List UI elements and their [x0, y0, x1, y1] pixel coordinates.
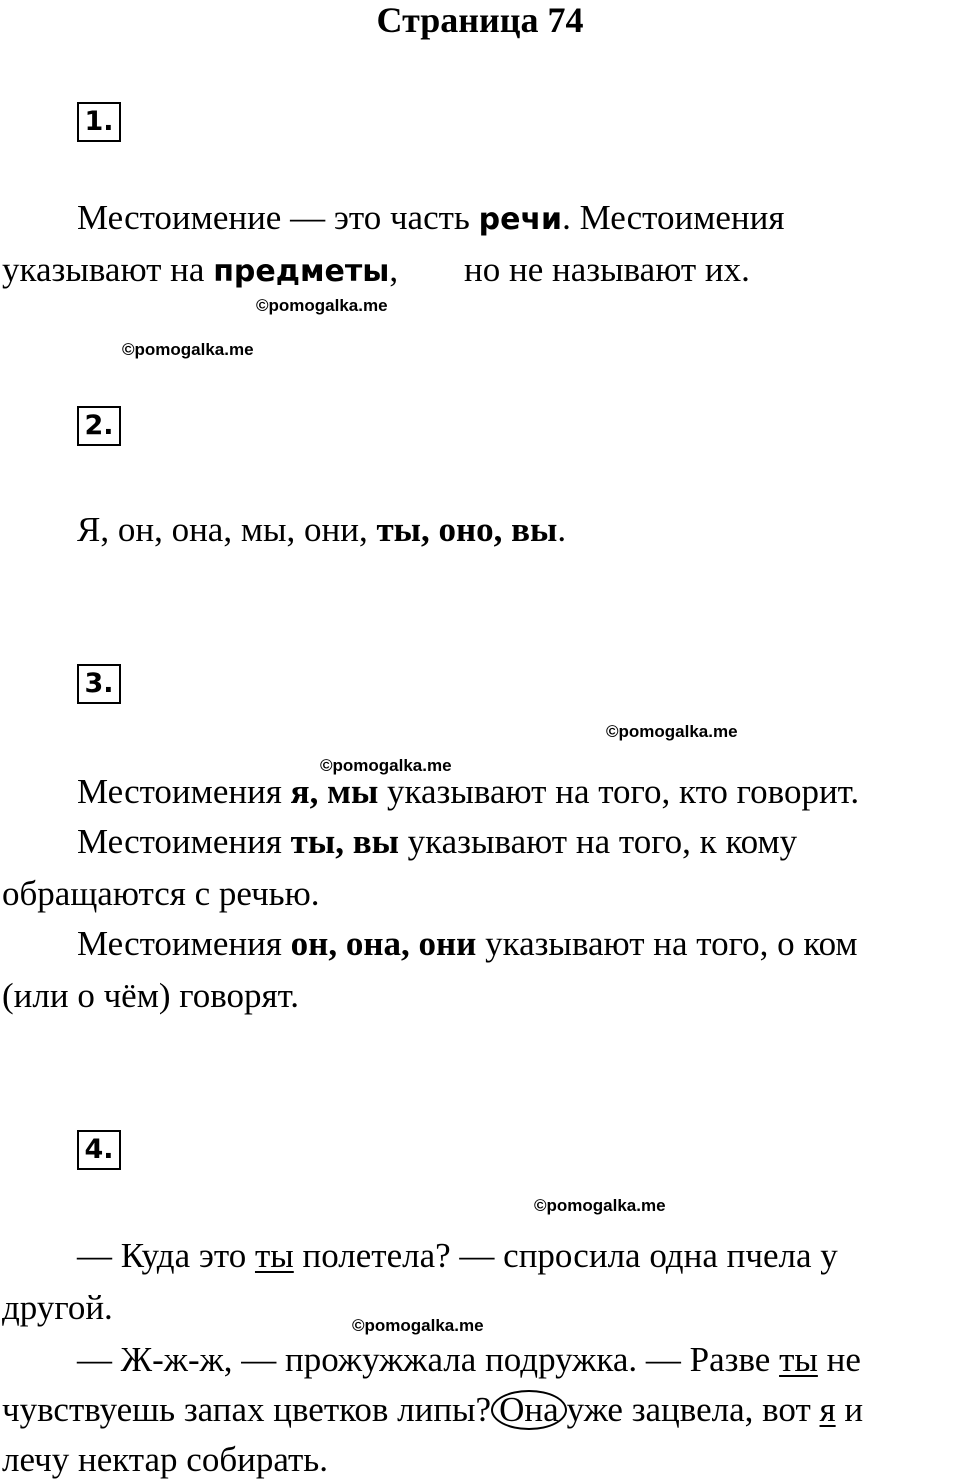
underlined-pronoun: ты: [254, 1236, 294, 1275]
watermark: ©pomogalka.me: [534, 1196, 666, 1215]
text: уже зацвела, вот: [566, 1390, 820, 1429]
text: указывают на: [2, 250, 214, 289]
bold-text: ты, оно, вы: [376, 510, 558, 549]
underlined-pronoun: ты: [779, 1340, 818, 1379]
task-number-4: 4.: [77, 1130, 121, 1170]
text: указывают на того, к кому: [398, 822, 798, 861]
text: — Ж-ж-ж, — прожужжала подружка. — Разве: [77, 1340, 780, 1379]
watermark: ©pomogalka.me: [320, 756, 452, 775]
task3-p2: [77, 822, 797, 862]
task4-line2: другой.: [2, 1288, 113, 1327]
task3-p2-cont: обращаются с речью.: [2, 874, 320, 913]
text: — Куда это: [77, 1236, 255, 1275]
bold-text: он, она, они: [290, 924, 477, 963]
page-title: Страница 74: [376, 0, 584, 40]
text: Местоимения: [77, 772, 291, 811]
text: Местоимения: [77, 924, 291, 963]
task4-line3: [77, 1340, 861, 1380]
text: .: [557, 510, 567, 549]
task1-line2: [2, 250, 398, 292]
task3-p3-cont: (или о чём) говорят.: [2, 976, 300, 1015]
underlined-pronoun: я: [819, 1390, 836, 1429]
text: указывают на того, о ком: [476, 924, 858, 963]
watermark: ©pomogalka.me: [122, 340, 254, 359]
text: Я, он, она, мы, они,: [77, 510, 377, 549]
task3-p1: [77, 772, 859, 812]
text: Местоимение — это часть: [77, 198, 479, 237]
text: чувствуешь запах цветков липы?: [2, 1390, 492, 1429]
task4-line4: [2, 1390, 863, 1430]
text: Местоимения: [77, 822, 291, 861]
text: полетела? — спросила одна пчела у: [293, 1236, 838, 1275]
watermark: ©pomogalka.me: [606, 722, 738, 741]
task-number-2: 2.: [77, 406, 121, 446]
task1-line2-end: но не называют их.: [464, 250, 750, 289]
text: . Местоимения: [562, 198, 785, 237]
task-number-1: 1.: [77, 102, 121, 142]
task-number-3: 3.: [77, 664, 121, 704]
watermark: ©pomogalka.me: [352, 1316, 484, 1335]
task3-p3: [77, 924, 858, 964]
bold-text: речи: [478, 202, 563, 237]
bold-text: я, мы: [290, 772, 379, 811]
text: и: [835, 1390, 864, 1429]
bold-text: ты, вы: [290, 822, 399, 861]
text: указывают на того, кто говорит.: [378, 772, 860, 811]
text: ,: [389, 250, 399, 289]
task2-line1: [77, 510, 566, 550]
watermark: ©pomogalka.me: [256, 296, 388, 315]
circled-pronoun: Она: [491, 1390, 567, 1430]
task1-line1: [77, 198, 785, 240]
task4-line1: [77, 1236, 838, 1276]
bold-text: предметы: [213, 254, 390, 289]
text: не: [817, 1340, 861, 1379]
task4-line5: лечу нектар собирать.: [2, 1440, 329, 1479]
